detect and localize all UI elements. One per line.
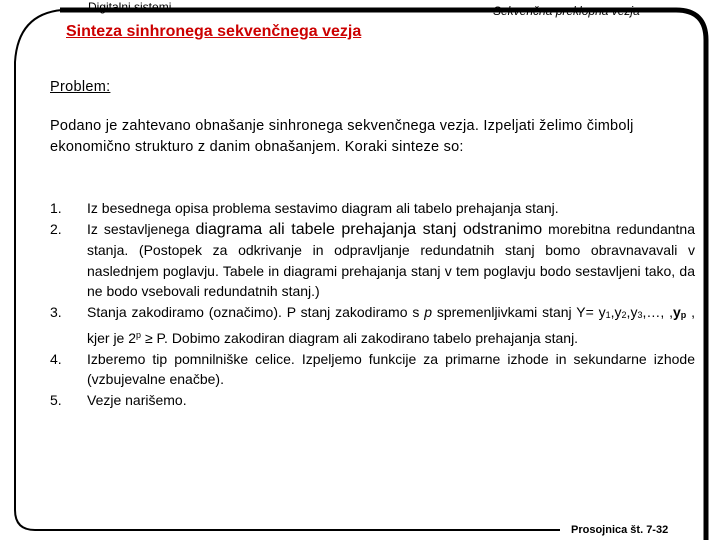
variable-p: p (424, 303, 432, 320)
list-item (50, 302, 695, 349)
step-text: Izberemo tip pomnilniške celice. Izpeljemo funkcije za primarne izhode in sekundarne izhode (vzbujevalne enačbe). (87, 350, 695, 387)
header-course-name: Digitalni sistemi (88, 0, 172, 14)
y3: $y_3$ (630, 303, 643, 320)
yp: $y_p$ (672, 303, 687, 320)
step-text-part: Iz sestavljenega (87, 220, 190, 237)
header-chapter-name: Sekvenčna preklopna vezja (493, 4, 640, 18)
y2: $y_2$ (614, 303, 627, 320)
step-text-part: diagrama ali tabele prehajanja stanj odstranimo (195, 220, 543, 238)
intro-paragraph: Podano je zahtevano obnašanje sinhronega sekvenčnega vezja. Izpeljati želimo čimbolj ekonomično strukturo z danim obnašanjem. Koraki sinteze so: (50, 118, 634, 155)
slide-title: Sinteza sinhronega sekvenčnega vezja (66, 23, 362, 40)
step-text-part: , kjer je 2 (87, 303, 696, 346)
ellipsis: ,…, , (642, 303, 673, 320)
list-item (50, 390, 695, 411)
step-text-part: morebitna redundantna stanja. (Postopek za odkrivanje in odpravljanje redundatnih stanj bomo obravnavavali v naslednjem poglavju. Tabele in diagrami prehajanja stanj v tem poglavju bodo sestavljeni tako, da ne bodo vsebovali redundatnih stanj.) (87, 220, 696, 299)
list-item (50, 349, 695, 390)
problem-heading: Problem: (50, 79, 111, 95)
step-text: Iz besednega opisa problema sestavimo diagram ali tabelo prehajanja stanj. (87, 200, 559, 216)
step-number: 1. (50, 200, 62, 216)
step-text (87, 219, 695, 302)
exponent-p: p (136, 330, 142, 340)
step-number: 3. (50, 303, 62, 320)
step-text: Stanja zakodiramo (označimo). P stanj zakodiramo s p spremenljivkami stanj $Y= y_1,y_2,y_3,\dots$, $,y_p$ , kjer je 2$^p$ ≥ P. Dobimo zakodiran diagram ali zakodirano tabelo prehajanja stanj. (87, 303, 696, 346)
step-text-part: spremenljivkami stanj Y= (436, 303, 594, 320)
step-text-part: ≥ P. Dobimo zakodiran diagram ali zakodirano tabelo prehajanja stanj. (144, 330, 579, 346)
step-number: 2. (50, 220, 62, 237)
slide-number: Prosojnica št. 7-32 (571, 524, 669, 536)
step-number: 5. (50, 391, 62, 408)
y1: $y_1$ (598, 303, 611, 320)
step-text: Vezje narišemo. (87, 391, 187, 408)
list-item (50, 219, 695, 302)
step-text-part: Stanja zakodiramo (označimo). P stanj zakodiramo s (87, 303, 420, 320)
list-item (50, 198, 695, 219)
step-number: 4. (50, 350, 62, 367)
synthesis-steps-list (50, 198, 695, 410)
